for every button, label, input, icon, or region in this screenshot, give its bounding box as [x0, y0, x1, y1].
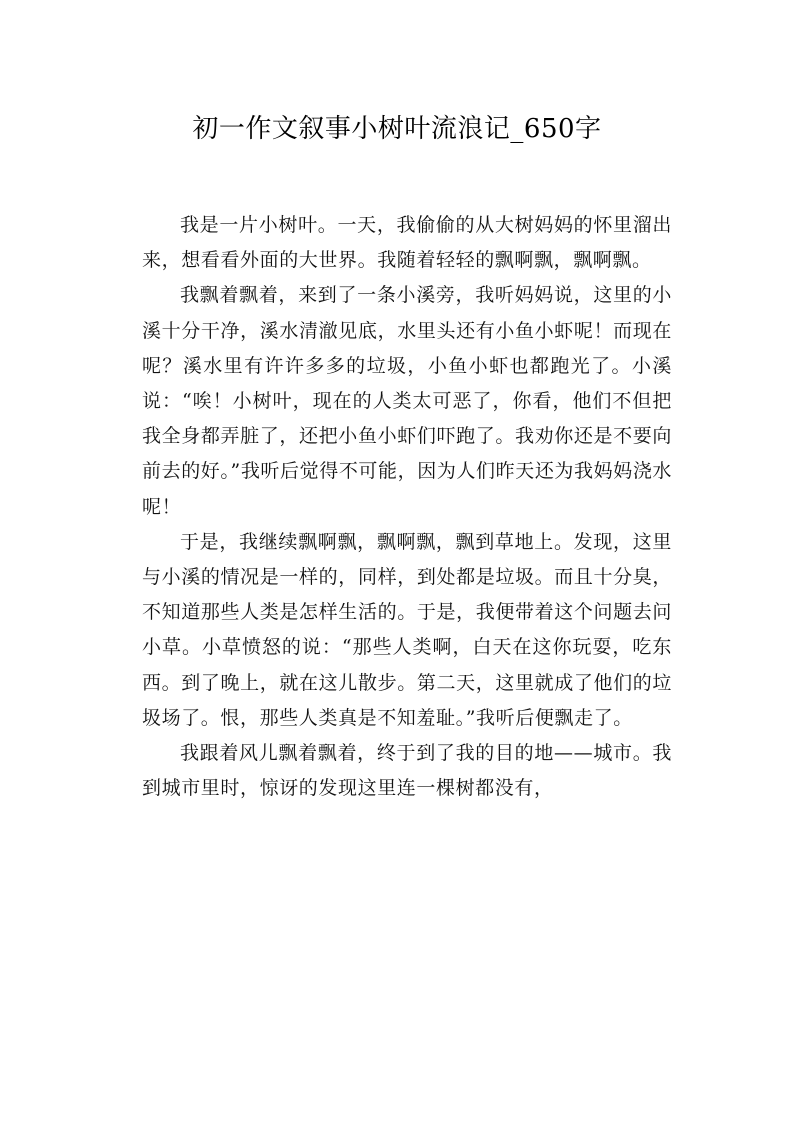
document-title: 初一作文叙事小树叶流浪记_650字	[192, 114, 602, 144]
paragraph-1: 我是一片小树叶。一天，我偷偷的从大树妈妈的怀里溜出来，想看看外面的大世界。我随着轻轻的飘啊飘，飘啊飘。	[142, 214, 672, 272]
document-body	[142, 208, 672, 806]
paragraph-4: 我跟着风儿飘着飘着，终于到了我的目的地——城市。我到城市里时，惊讶的发现这里连一棵树都没有，	[142, 742, 672, 800]
paragraph-3: 于是，我继续飘啊飘，飘啊飘，飘到草地上。发现，这里与小溪的情况是一样的，同样，到处都是垃圾。而且十分臭，不知道那些人类是怎样生活的。于是，我便带着这个问题去问小草。小草愤怒的说：“那些人类啊，白天在这你玩耍，吃东西。到了晚上，就在这儿散步。第二天，这里就成了他们的垃圾场了。恨，那些人类真是不知羞耻。”我听后便飘走了。	[142, 530, 672, 729]
paragraph-2: 我飘着飘着，来到了一条小溪旁，我听妈妈说，这里的小溪十分干净，溪水清澈见底，水里头还有小鱼小虾呢！而现在呢？溪水里有许许多多的垃圾，小鱼小虾也都跑光了。小溪说：“唉！小树叶，现在的人类太可恶了，你看，他们不但把我全身都弄脏了，还把小鱼小虾们吓跑了。我劝你还是不要向前去的好。”我听后觉得不可能，因为人们昨天还为我妈妈浇水呢！	[142, 284, 673, 518]
